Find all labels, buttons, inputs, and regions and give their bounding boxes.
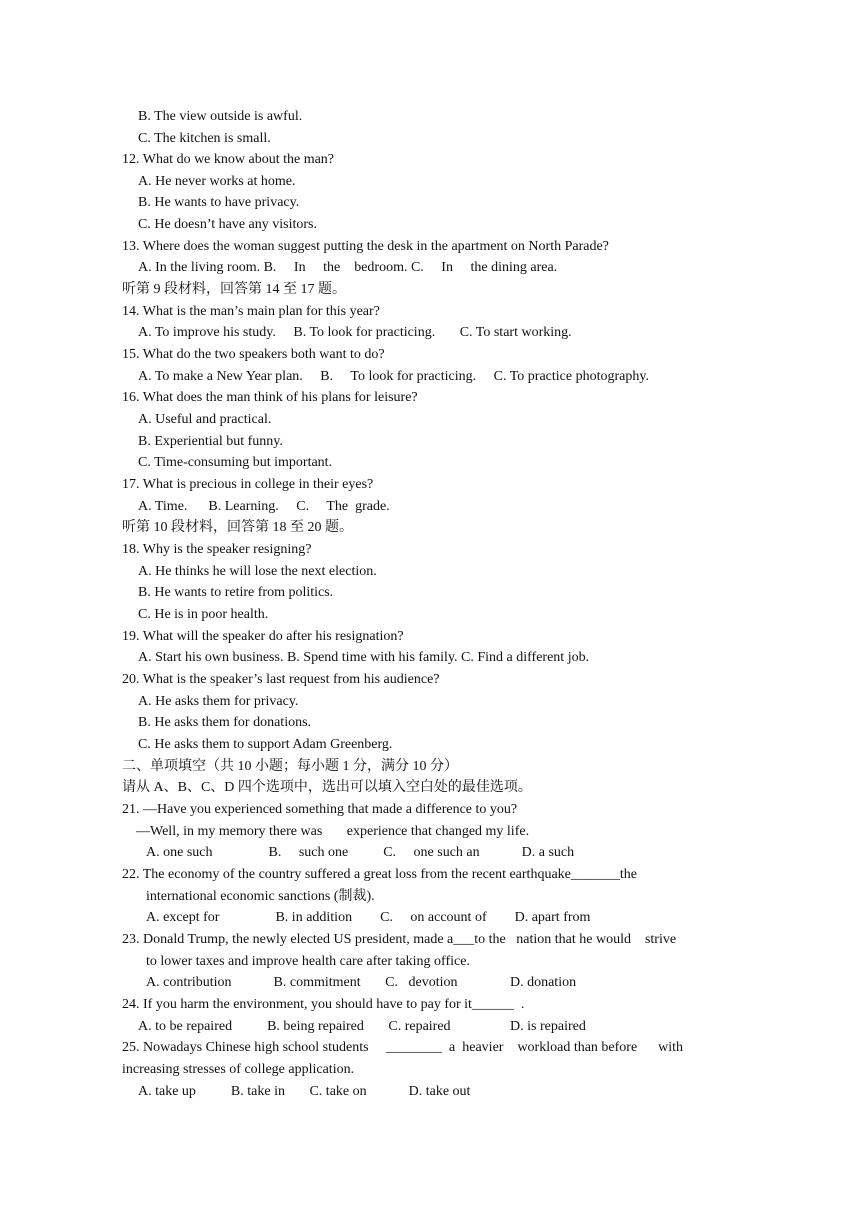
question-20: 20. What is the speaker’s last request from his audience? <box>122 672 440 687</box>
option-11b: B. The view outside is awful. <box>138 109 303 124</box>
options-13: A. In the living room. B. In the bedroom. C. In the dining area. <box>138 260 558 275</box>
options-23: A. contribution B. commitment C. devotion D. donation <box>146 975 577 990</box>
question-19: 19. What will the speaker do after his resignation? <box>122 629 404 644</box>
option-18c: C. He is in poor health. <box>138 607 269 622</box>
question-25: 25. Nowadays Chinese high school students ________ a heavier workload than before with <box>122 1040 684 1055</box>
section-instruction-10: 听第 10 段材料，回答第 18 至 20 题。 <box>122 520 353 535</box>
option-16a: A. Useful and practical. <box>138 412 272 427</box>
options-14: A. To improve his study. B. To look for practicing. C. To start working. <box>138 325 572 340</box>
question-23: 23. Donald Trump, the newly elected US president, made a___to the nation that he would strive <box>122 932 677 947</box>
question-13: 13. Where does the woman suggest putting the desk in the apartment on North Parade? <box>122 239 609 254</box>
question-22-cont: international economic sanctions (制裁). <box>146 889 375 904</box>
options-17: A. Time. B. Learning. C. The grade. <box>138 499 390 514</box>
option-12c: C. He doesn’t have any visitors. <box>138 217 317 232</box>
option-20b: B. He asks them for donations. <box>138 715 312 730</box>
option-16b: B. Experiential but funny. <box>138 434 283 449</box>
section-instruction-9: 听第 9 段材料，回答第 14 至 17 题。 <box>122 282 346 297</box>
option-11c: C. The kitchen is small. <box>138 131 271 146</box>
options-22: A. except for B. in addition C. on account of D. apart from <box>146 910 591 925</box>
options-19: A. Start his own business. B. Spend time with his family. C. Find a different job. <box>138 650 590 665</box>
option-20c: C. He asks them to support Adam Greenberg. <box>138 737 393 752</box>
question-22: 22. The economy of the country suffered a great loss from the recent earthquake_______the <box>122 867 637 882</box>
options-24: A. to be repaired B. being repaired C. repaired D. is repaired <box>138 1019 586 1034</box>
option-12b: B. He wants to have privacy. <box>138 195 300 210</box>
options-21: A. one such B. such one C. one such an D. a such <box>146 845 575 860</box>
option-18a: A. He thinks he will lose the next election. <box>138 564 377 579</box>
question-17: 17. What is precious in college in their eyes? <box>122 477 374 492</box>
question-15: 15. What do the two speakers both want to do? <box>122 347 385 362</box>
question-14: 14. What is the man’s main plan for this year? <box>122 304 380 319</box>
question-23-cont: to lower taxes and improve health care after taking office. <box>146 954 470 969</box>
options-15: A. To make a New Year plan. B. To look for practicing. C. To practice photography. <box>138 369 649 384</box>
question-21: 21. —Have you experienced something that made a difference to you? <box>122 802 518 817</box>
option-18b: B. He wants to retire from politics. <box>138 585 334 600</box>
question-12: 12. What do we know about the man? <box>122 152 335 167</box>
question-21-reply: —Well, in my memory there was experience that changed my life. <box>136 824 530 839</box>
options-25: A. take up B. take in C. take on D. take out <box>138 1084 471 1099</box>
option-12a: A. He never works at home. <box>138 174 296 189</box>
question-25-cont: increasing stresses of college application. <box>122 1062 355 1077</box>
section-heading-2: 二、单项填空（共 10 小题；每小题 1 分，满分 10 分） <box>122 759 458 774</box>
question-18: 18. Why is the speaker resigning? <box>122 542 312 557</box>
section-instruction-2: 请从 A、B、C、D 四个选项中，选出可以填入空白处的最佳选项。 <box>122 780 532 795</box>
question-16: 16. What does the man think of his plans for leisure? <box>122 390 418 405</box>
option-16c: C. Time-consuming but important. <box>138 455 333 470</box>
question-24: 24. If you harm the environment, you should have to pay for it______ . <box>122 997 525 1012</box>
option-20a: A. He asks them for privacy. <box>138 694 299 709</box>
